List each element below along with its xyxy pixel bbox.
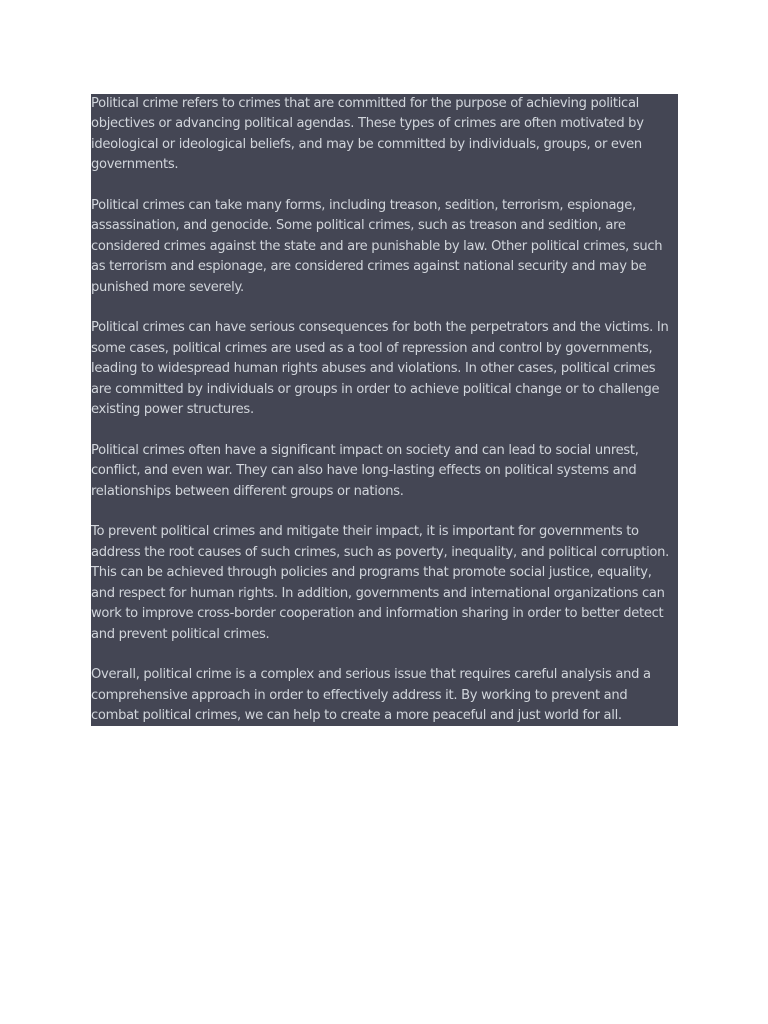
paragraph-4: Political crimes often have a significant impact on society and can lead to social unrest, conflict, and even war. They can also have long-lasting effects on political systems and relationships between different groups or nations. bbox=[91, 442, 639, 499]
paragraph-6: Overall, political crime is a complex and serious issue that requires careful analysis and a comprehensive approach in order to effectively address it. By working to prevent and combat political crimes, we can help to create a more peaceful and just world for all. bbox=[91, 667, 651, 724]
paragraph-5: To prevent political crimes and mitigate their impact, it is important for governments to address the root causes of such crimes, such as poverty, inequality, and political corruption. This can be achieved through policies and programs that promote social justice, equality, and respect for human rights. In addition, governments and international organizations can work to improve cross-border cooperation and information sharing in order to better detect and prevent political crimes. bbox=[91, 524, 669, 642]
text-block bbox=[91, 94, 678, 726]
paragraph-2: Political crimes can take many forms, including treason, sedition, terrorism, espionage, assassination, and genocide. Some political crimes, such as treason and sedition, are considered crimes against the state and are punishable by law. Other political crimes, such as terrorism and espionage, are considered crimes against national security and may be punished more severely. bbox=[91, 198, 663, 295]
paragraph-3: Political crimes can have serious consequences for both the perpetrators and the victims. In some cases, political crimes are used as a tool of repression and control by governments, leading to widespread human rights abuses and violations. In other cases, political crimes are committed by individuals or groups in order to achieve political change or to challenge existing power structures. bbox=[91, 320, 669, 418]
paragraph-1: Political crime refers to crimes that are committed for the purpose of achieving political objectives or advancing political agendas. These types of crimes are often motivated by ideological or ideological beliefs, and may be committed by individuals, groups, or even governments. bbox=[91, 96, 644, 173]
